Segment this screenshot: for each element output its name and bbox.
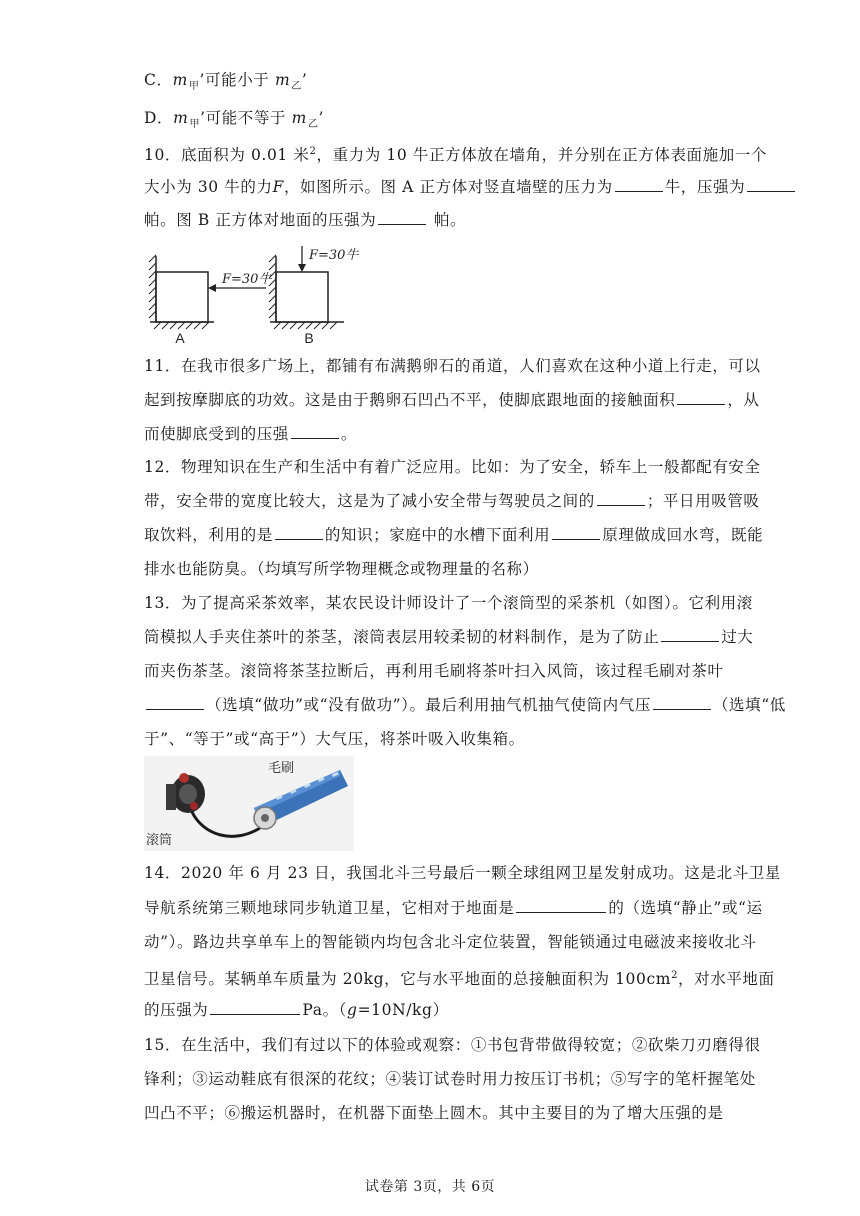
page-footer: 试卷第 3页，共 6页 bbox=[364, 1179, 496, 1195]
answer-blank[interactable] bbox=[291, 424, 339, 439]
q12-line-4: 排水也能防臭。（均填写所学物理概念或物理量的名称） bbox=[144, 560, 539, 578]
answer-blank[interactable] bbox=[653, 695, 711, 710]
q15-line-1: 15．在生活中，我们有过以下的体验或观察：①书包背带做得较宽；②砍柴刀刃磨得很 bbox=[144, 1036, 761, 1054]
q12-line-2: 带，安全带的宽度比较大，这是为了减小安全带与驾驶员之间的 ；平日用吸管吸 bbox=[144, 492, 760, 510]
label-brush: 毛刷 bbox=[268, 761, 295, 776]
answer-blank[interactable] bbox=[146, 695, 204, 710]
q15-line-3: 凹凸不平；⑥搬运机器时，在机器下面垫上圆木。其中主要目的为了增大压强的是 bbox=[144, 1104, 724, 1122]
label-b: B bbox=[304, 330, 314, 344]
q13-line-4: （选填“做功”或“没有做功”）。最后利用抽气机抽气使筒内气压 （选填“低 bbox=[144, 695, 786, 715]
answer-blank[interactable] bbox=[597, 491, 645, 506]
label-a: A bbox=[175, 330, 185, 344]
answer-blank[interactable] bbox=[677, 390, 725, 405]
q10-line-2: 大小为 30 牛的力F，如图所示。图 A 正方体对竖直墙壁的压力为 牛，压强为 bbox=[144, 177, 797, 197]
q14-line-1: 14．2020 年 6 月 23 日，我国北斗三号最后一颗全球组网卫星发射成功。这是北斗卫星 bbox=[144, 864, 781, 882]
q11-line-2: 起到按摩脚底的功效。这是由于鹅卵石凹凸不平，使脚底跟地面的接触面积 ，从 bbox=[144, 391, 760, 409]
q11-line-3: 而使脚底受到的压强 。 bbox=[144, 425, 358, 443]
answer-blank[interactable] bbox=[615, 177, 663, 192]
q13-line-1: 13．为了提高采茶效率，某农民设计师设计了一个滚筒型的采茶机（如图）。它利用滚 bbox=[144, 594, 753, 612]
q12-line-1: 12．物理知识在生产和生活中有着广泛应用。比如：为了安全，轿车上一般都配有安全 bbox=[144, 458, 761, 476]
q15-line-2: 锋利；③运动鞋底有很深的花纹；④装订试卷时用力按压订书机；⑤写字的笔杆握笔处 bbox=[144, 1070, 756, 1088]
q9-option-c: C．$m_甲$’可能小于 $m_乙$’ bbox=[144, 71, 308, 93]
q14-line-4: 卫星信号。某辆单车质量为 20kg，它与水平地面的总接触面积为 $100cm^2$，对水平地面 bbox=[144, 970, 775, 989]
q9-option-d: D．$m_甲$’可能不等于 $m_乙$’ bbox=[144, 109, 325, 131]
q10-line-3: 帕。图 B 正方体对地面的压强为 帕。 bbox=[144, 211, 467, 229]
q13-line-5: 于”、“等于”或“高于”）大气压，将茶叶吸入收集箱。 bbox=[144, 730, 525, 748]
answer-blank[interactable] bbox=[661, 627, 719, 642]
answer-blank[interactable] bbox=[747, 177, 795, 192]
q13-figure-tea-picker bbox=[144, 756, 354, 851]
force-label-a: F=30牛 bbox=[222, 272, 272, 287]
q13-line-2: 筒模拟人手夹住茶叶的茶茎，滚筒表层用较柔韧的材料制作，是为了防止 过大 bbox=[144, 628, 754, 646]
q14-line-2: 导航系统第三颗地球同步轨道卫星，它相对于地面是 的（选填“静止”或“运 bbox=[144, 899, 763, 917]
figure-b bbox=[269, 246, 359, 344]
q14-line-3: 动”）。路边共享单车上的智能锁内均包含北斗定位装置，智能锁通过电磁波来接收北斗 bbox=[144, 933, 757, 951]
answer-blank[interactable] bbox=[516, 898, 606, 913]
answer-blank[interactable] bbox=[210, 1000, 300, 1015]
label-roller: 滚筒 bbox=[146, 833, 173, 848]
answer-blank[interactable] bbox=[378, 210, 426, 225]
answer-blank[interactable] bbox=[275, 525, 323, 540]
q13-line-3: 而夹伤茶茎。滚筒将茶茎拉断后，再利用毛刷将茶叶扫入风筒，该过程毛刷对茶叶 bbox=[144, 662, 724, 680]
force-label-b: F=30牛 bbox=[309, 248, 359, 263]
figure-a bbox=[149, 255, 272, 344]
q10-figure bbox=[144, 244, 374, 344]
q11-line-1: 11．在我市很多广场上，都铺有布满鹅卵石的甬道，人们喜欢在这种小道上行走，可以 bbox=[144, 357, 761, 375]
q10-line-1: 10．底面积为 0.01 米$^2$，重力为 10 牛正方体放在墙角，并分别在正方体表面施加一个 bbox=[144, 146, 768, 165]
answer-blank[interactable] bbox=[552, 525, 600, 540]
q14-line-5: 的压强为 Pa。（g=10N/kg） bbox=[144, 1001, 449, 1019]
q12-line-3: 取饮料，利用的是 的知识；家庭中的水槽下面利用 原理做成回水弯，既能 bbox=[144, 526, 764, 544]
